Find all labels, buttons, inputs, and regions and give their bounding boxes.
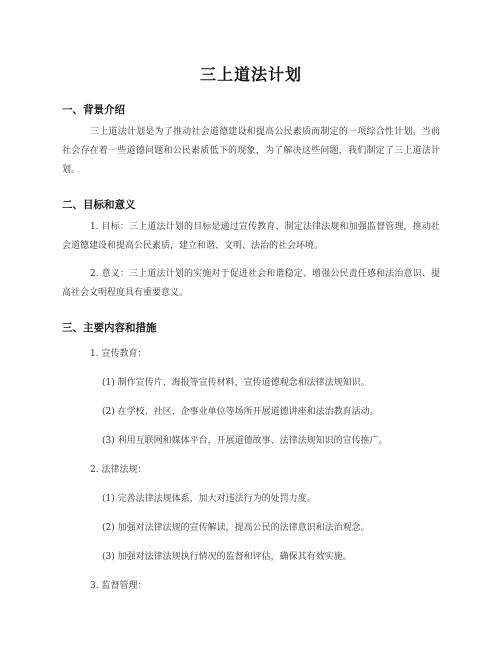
list-subitem: (2) 在学校、社区、企事业单位等场所开展道德讲座和法治教育活动。 — [102, 407, 379, 417]
document-title: 三上道法计划 — [199, 65, 302, 84]
paragraph-goal: 1. 目标：三上道法计划的目标是通过宣传教育、制定法律法规和加强监督管理，推动社会道德建设和提高公民素质，建立和谐、文明、法治的社会环境。 — [62, 222, 440, 251]
list-subitem: (3) 利用互联网和媒体平台，开展道德故事、法律法规知识的宣传推广。 — [102, 436, 388, 446]
list-item: 1. 宣传教育： — [90, 349, 147, 359]
list-item: 3. 监督管理： — [90, 581, 147, 591]
section-heading-goals: 二、目标和意义 — [62, 199, 136, 211]
list-subitem: (1) 制作宣传片、海报等宣传材料，宣传道德观念和法律法规知识。 — [102, 378, 370, 388]
paragraph-significance: 2. 意义：三上道法计划的实施对于促进社会和谐稳定、增强公民责任感和法治意识、提高社会文明程度具有重要意义。 — [62, 269, 440, 298]
list-subitem: (2) 加强对法律法规的宣传解读，提高公民的法律意识和法治观念。 — [102, 523, 370, 533]
paragraph-background: 三上道法计划是为了推动社会道德建设和提高公民素质而制定的一项综合性计划。当前社会存在着一些道德问题和公民素质低下的现象，为了解决这些问题，我们制定了三上道法计划。 — [62, 127, 440, 175]
list-subitem: (1) 完善法律法规体系，加大对违法行为的处罚力度。 — [102, 494, 316, 504]
list-item: 2. 法律法规： — [90, 465, 147, 475]
section-heading-content: 三、主要内容和措施 — [62, 322, 157, 334]
section-heading-background: 一、背景介绍 — [62, 104, 125, 116]
list-subitem: (3) 加强对法律法规执行情况的监督和评估，确保其有效实施。 — [102, 552, 352, 562]
